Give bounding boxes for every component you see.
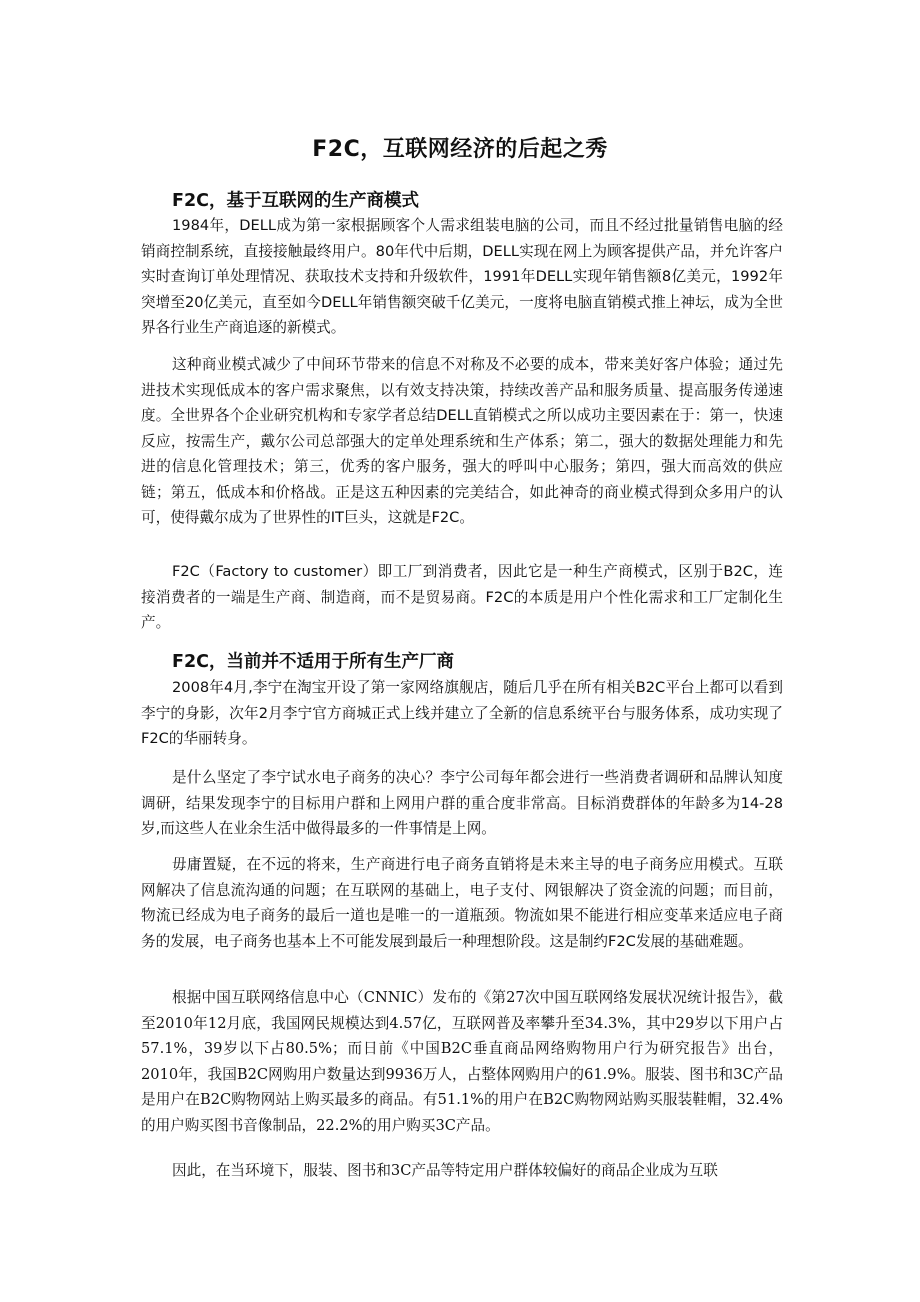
page-title: F2C，互联网经济的后起之秀 — [312, 137, 608, 162]
paragraph-logistics: 毋庸置疑，在不远的将来，生产商进行电子商务直销将是未来主导的电子商务应用模式。互联网解决了信息流沟通的问题；在互联网的基础上，电子支付、网银解决了资金流的问题；而目前，物流已经成为电子商务的最后一道也是唯一的一道瓶颈。物流如果不能进行相应变革来适应电子商务的发展，电子商务也基本上不可能发展到最后一种理想阶段。这是制约F2C发展的基础难题。 — [141, 856, 783, 950]
paragraph-conclusion: 因此，在当环境下，服装、图书和3C产品等特定用户群体较偏好的商品企业成为互联 — [172, 1162, 718, 1179]
paragraph-cnnic-report: 根据中国互联网络信息中心（CNNIC）发布的《第27次中国互联网络发展状况统计报告》，截至2010年12月底，我国网民规模达到4.57亿，互联网普及率攀升至34.3%，其中29岁以下用户占57.1%，39岁以下占80.5%；而日前《中国B2C垂直商品网络购物用户行为研究报告》出台，2010年，我国B2C网购用户数量达到9936万人，占整体网购用户的61.9%。服装、图书和3C产品是用户在B2C购物网站上购买最多的商品。有51.1%的用户在B2C购物网站购买服装鞋帽，32.4%的用户购买图书音像制品，22.2%的用户购买3C产品。 — [141, 989, 783, 1134]
paragraph-business-model: 这种商业模式减少了中间环节带来的信息不对称及不必要的成本，带来美好客户体验；通过先进技术实现低成本的客户需求聚焦，以有效支持决策，持续改善产品和服务质量、提高服务传递速度。全世界各个企业研究机构和专家学者总结DELL直销模式之所以成功主要因素在于：第一，快速反应，按需生产，戴尔公司总部强大的定单处理系统和生产体系；第二，强大的数据处理能力和先进的信息化管理技术；第三，优秀的客户服务，强大的呼叫中心服务；第四，强大而高效的供应链；第五，低成本和价格战。正是这五种因素的完美结合，如此神奇的商业模式得到众多用户的认可，使得戴尔成为了世界性的IT巨头，这就是F2C。 — [141, 356, 783, 526]
paragraph-lining-decision: 是什么坚定了李宁试水电子商务的决心？李宁公司每年都会进行一些消费者调研和品牌认知度调研，结果发现李宁的目标用户群和上网用户群的重合度非常高。目标消费群体的年龄多为14-28岁,而这些人在业余生活中做得最多的一件事情是上网。 — [141, 769, 783, 837]
section-heading-producer-model: F2C，基于互联网的生产商模式 — [172, 191, 419, 211]
paragraph-dell-history: 1984年，DELL成为第一家根据顾客个人需求组装电脑的公司，而且不经过批量销售电脑的经销商控制系统，直接接触最终用户。80年代中后期，DELL实现在网上为顾客提供产品，并允许客户实时查询订单处理情况、获取技术支持和升级软件，1991年DELL实现年销售额8亿美元，1992年突增至20亿美元，直至如今DELL年销售额突破千亿美元，一度将电脑直销模式推上神坛，成为全世界各行业生产商追逐的新模式。 — [141, 217, 783, 336]
section-heading-not-for-all: F2C，当前并不适用于所有生产厂商 — [172, 652, 454, 672]
paragraph-lining-store: 2008年4月,李宁在淘宝开设了第一家网络旗舰店，随后几乎在所有相关B2C平台上都可以看到李宁的身影，次年2月李宁官方商城正式上线并建立了全新的信息系统平台与服务体系，成功实现了F2C的华丽转身。 — [141, 679, 783, 747]
paragraph-f2c-definition: F2C（Factory to customer）即工厂到消费者，因此它是一种生产商模式，区别于B2C，连接消费者的一端是生产商、制造商，而不是贸易商。F2C的本质是用户个性化需求和工厂定制化生产。 — [141, 563, 783, 631]
